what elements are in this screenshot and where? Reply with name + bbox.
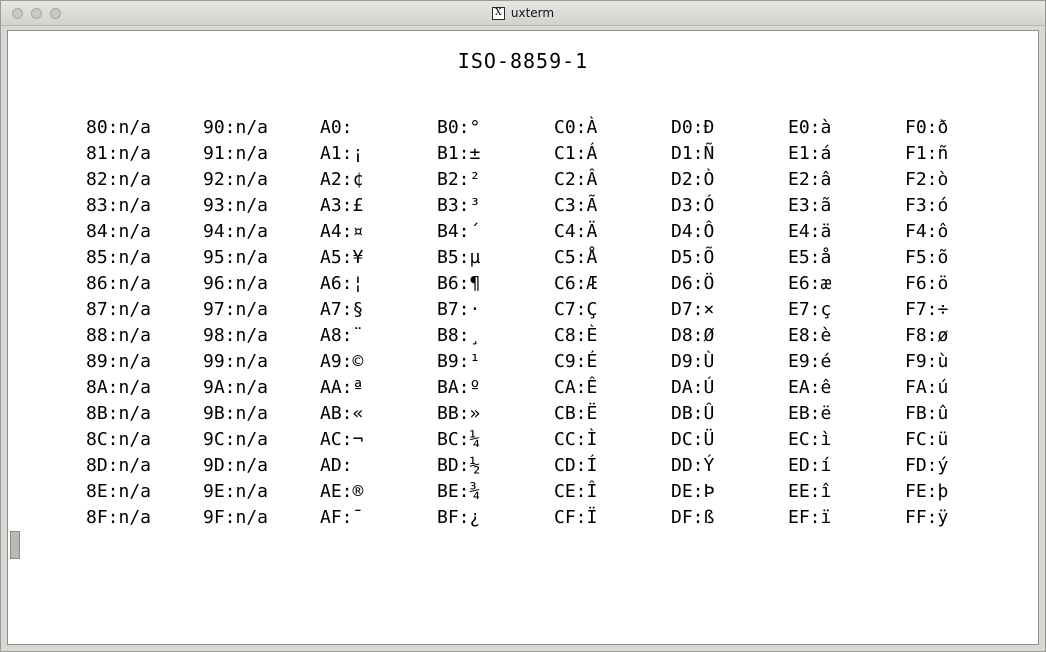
char-cell: FA:ú [905,377,949,398]
char-cell: E2:â [788,169,832,190]
char-cell: 90:n/a [203,117,269,138]
char-cell: C7:Ç [554,299,598,320]
char-cell: FB:û [905,403,949,424]
char-cell: DC:Ü [671,429,715,450]
char-cell: CC:Ì [554,429,598,450]
char-cell: CB:Ë [554,403,598,424]
char-cell: E6:æ [788,273,832,294]
char-cell: AF:¯ [320,507,364,528]
char-cell: 8D:n/a [86,455,152,476]
char-cell: 80:n/a [86,117,152,138]
char-cell: 8C:n/a [86,429,152,450]
char-cell: 8B:n/a [86,403,152,424]
char-cell: F6:ö [905,273,949,294]
char-cell: 85:n/a [86,247,152,268]
char-cell: BA:º [437,377,481,398]
char-cell: A2:¢ [320,169,364,190]
char-cell: 94:n/a [203,221,269,242]
char-cell: E1:á [788,143,832,164]
char-cell: EB:ë [788,403,832,424]
char-cell: 9F:n/a [203,507,269,528]
char-cell: EC:ì [788,429,832,450]
char-cell: F1:ñ [905,143,949,164]
char-cell: A0: [320,117,353,138]
char-cell: C8:È [554,325,598,346]
char-cell: FF:ÿ [905,507,949,528]
char-cell: 9C:n/a [203,429,269,450]
char-cell: 98:n/a [203,325,269,346]
char-cell: E4:ä [788,221,832,242]
char-cell: FE:þ [905,481,949,502]
char-cell: F7:÷ [905,299,949,320]
char-cell: A9:© [320,351,364,372]
char-cell: 82:n/a [86,169,152,190]
close-button[interactable] [12,8,23,19]
char-cell: B8:¸ [437,325,481,346]
char-cell: 88:n/a [86,325,152,346]
char-cell: 93:n/a [203,195,269,216]
char-cell: C9:É [554,351,598,372]
char-cell: A6:¦ [320,273,364,294]
char-cell: D7:× [671,299,715,320]
char-cell: 8E:n/a [86,481,152,502]
char-cell: 87:n/a [86,299,152,320]
char-cell: 99:n/a [203,351,269,372]
char-cell: F3:ó [905,195,949,216]
minimize-button[interactable] [31,8,42,19]
charset-heading: ISO-8859-1 [457,49,589,73]
char-cell: A7:§ [320,299,364,320]
char-cell: D8:Ø [671,325,715,346]
char-cell: 84:n/a [86,221,152,242]
window-controls [12,8,61,19]
character-table [86,115,1038,531]
char-cell: B1:± [437,143,481,164]
char-cell: A3:£ [320,195,364,216]
title-bar[interactable] [1,1,1045,26]
char-cell: BD:½ [437,455,481,476]
char-cell: BB:» [437,403,481,424]
char-cell: D3:Ó [671,195,715,216]
char-cell: F5:õ [905,247,949,268]
char-cell: 86:n/a [86,273,152,294]
char-cell: FC:ü [905,429,949,450]
char-cell: E9:é [788,351,832,372]
char-cell: B4:´ [437,221,481,242]
char-cell: 9D:n/a [203,455,269,476]
window-title: uxterm [510,6,555,20]
char-cell: AD: [320,455,353,476]
char-cell: 97:n/a [203,299,269,320]
char-cell: 8F:n/a [86,507,152,528]
char-cell: D0:Ð [671,117,715,138]
char-cell: B3:³ [437,195,481,216]
char-cell: C6:Æ [554,273,598,294]
char-cell: BC:¼ [437,429,481,450]
char-cell: AC:¬ [320,429,364,450]
scrollbar-thumb[interactable] [10,531,20,559]
char-cell: ED:í [788,455,832,476]
x-logo-icon: X [492,7,505,20]
char-cell: D9:Ù [671,351,715,372]
char-cell: C3:Ã [554,195,598,216]
char-cell: C4:Ä [554,221,598,242]
terminal-screen[interactable] [7,30,1039,645]
char-cell: DA:Ú [671,377,715,398]
char-cell: C2:Â [554,169,598,190]
char-cell: AE:® [320,481,364,502]
char-cell: E7:ç [788,299,832,320]
char-cell: BE:¾ [437,481,481,502]
char-cell: A8:¨ [320,325,364,346]
char-cell: A5:¥ [320,247,364,268]
char-cell: D1:Ñ [671,143,715,164]
char-cell: DB:Û [671,403,715,424]
char-cell: DF:ß [671,507,715,528]
terminal-area [1,26,1045,651]
char-cell: F4:ô [905,221,949,242]
char-cell: 89:n/a [86,351,152,372]
maximize-button[interactable] [50,8,61,19]
char-cell: E0:à [788,117,832,138]
char-cell: FD:ý [905,455,949,476]
char-cell: CF:Ï [554,507,598,528]
char-cell: F0:ð [905,117,949,138]
char-cell: C5:Å [554,247,598,268]
char-cell: F9:ù [905,351,949,372]
char-cell: 8A:n/a [86,377,152,398]
char-cell: AB:« [320,403,364,424]
window-title-group [1,6,1045,20]
char-cell: B2:² [437,169,481,190]
char-cell: BF:¿ [437,507,481,528]
char-cell: D2:Ò [671,169,715,190]
char-cell: CA:Ê [554,377,598,398]
char-cell: D5:Õ [671,247,715,268]
char-cell: 92:n/a [203,169,269,190]
char-cell: DD:Ý [671,455,715,476]
char-cell: D6:Ö [671,273,715,294]
char-cell: CD:Í [554,455,598,476]
char-cell: 9E:n/a [203,481,269,502]
char-cell: A4:¤ [320,221,364,242]
char-cell: 9A:n/a [203,377,269,398]
char-cell: C0:À [554,117,598,138]
char-cell: DE:Þ [671,481,715,502]
char-cell: EA:ê [788,377,832,398]
char-cell: A1:¡ [320,143,364,164]
char-cell: F8:ø [905,325,949,346]
char-cell: 83:n/a [86,195,152,216]
char-cell: B6:¶ [437,273,481,294]
char-cell: D4:Ô [671,221,715,242]
char-cell: 91:n/a [203,143,269,164]
char-cell: B5:µ [437,247,481,268]
char-cell: B7:· [437,299,481,320]
char-cell: EE:î [788,481,832,502]
char-cell: B9:¹ [437,351,481,372]
char-cell: AA:ª [320,377,364,398]
char-cell: C1:Á [554,143,598,164]
char-cell: CE:Î [554,481,598,502]
char-cell: 96:n/a [203,273,269,294]
char-cell: 81:n/a [86,143,152,164]
char-cell: E3:ã [788,195,832,216]
char-cell: E5:å [788,247,832,268]
char-cell: EF:ï [788,507,832,528]
char-cell: B0:° [437,117,481,138]
char-cell: E8:è [788,325,832,346]
char-cell: 9B:n/a [203,403,269,424]
char-cell: 95:n/a [203,247,269,268]
char-cell: F2:ò [905,169,949,190]
